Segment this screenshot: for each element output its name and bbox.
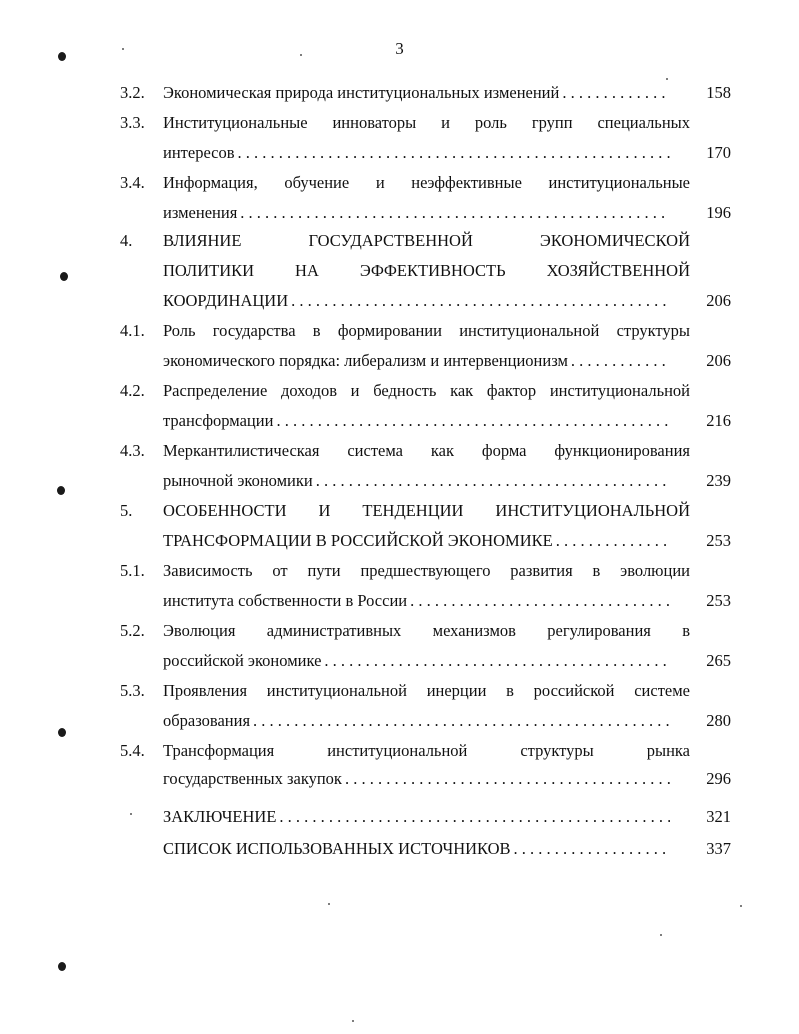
dot-leader bbox=[240, 198, 670, 228]
toc-entry-page-number: 321 bbox=[706, 807, 731, 826]
toc-entry-title-line[interactable] bbox=[163, 286, 690, 316]
toc-entry-title-text: КООРДИНАЦИИ bbox=[163, 291, 289, 310]
toc-entry-page-number: 216 bbox=[706, 411, 731, 430]
dot-leader bbox=[562, 78, 670, 108]
dot-leader bbox=[276, 406, 670, 436]
toc-entry-title-text: Экономическая природа институциональных изменений bbox=[163, 83, 560, 102]
toc-entry-page-number: 253 bbox=[706, 531, 731, 550]
toc-entry-title-line[interactable]: ВЛИЯНИЕ ГОСУДАРСТВЕННОЙ ЭКОНОМИЧЕСКОЙ bbox=[163, 231, 690, 250]
toc-entry-title-line[interactable] bbox=[163, 198, 690, 228]
toc-entry-page-number: 158 bbox=[706, 83, 731, 102]
toc-entry-title-line[interactable] bbox=[163, 526, 690, 556]
toc-entry-title-text: института собственности в России bbox=[163, 591, 408, 610]
toc-entry-title-text: СПИСОК ИСПОЛЬЗОВАННЫХ ИСТОЧНИКОВ bbox=[163, 839, 511, 858]
dot-leader bbox=[410, 586, 670, 616]
toc-entry-title-line[interactable] bbox=[163, 834, 690, 864]
toc-entry-page-number: 206 bbox=[706, 351, 731, 370]
toc-entry-title-line[interactable] bbox=[163, 586, 690, 616]
toc-entry-number: 4.2. bbox=[120, 381, 145, 400]
scan-speck bbox=[130, 813, 132, 815]
binding-hole-mark bbox=[60, 272, 68, 281]
dot-leader bbox=[556, 526, 670, 556]
toc-entry-title-line[interactable]: Роль государства в формировании институциональной структуры bbox=[163, 321, 690, 340]
dot-leader bbox=[279, 802, 670, 832]
scan-speck bbox=[660, 934, 662, 936]
toc-entry-number: 4.3. bbox=[120, 441, 145, 460]
toc-entry-title-line[interactable]: Институциональные инноваторы и роль групп специальных bbox=[163, 113, 690, 132]
toc-entry-number: 5.4. bbox=[120, 741, 145, 760]
toc-entry-number: 4. bbox=[120, 231, 133, 250]
toc-entry-page-number: 337 bbox=[706, 839, 731, 858]
scan-speck bbox=[328, 903, 330, 905]
toc-entry-page-number: 253 bbox=[706, 591, 731, 610]
scan-speck bbox=[300, 54, 302, 56]
toc-entry-title-line[interactable] bbox=[163, 466, 690, 496]
toc-entry-title-line[interactable]: ПОЛИТИКИ НА ЭФФЕКТИВНОСТЬ ХОЗЯЙСТВЕННОЙ bbox=[163, 261, 690, 280]
scan-speck bbox=[352, 1020, 354, 1022]
toc-entry-title-line[interactable]: Распределение доходов и бедность как фактор институциональной bbox=[163, 381, 690, 400]
toc-entry-title-line[interactable] bbox=[163, 706, 690, 736]
toc-entry-title-line[interactable]: Эволюция административных механизмов регулирования в bbox=[163, 621, 690, 640]
toc-entry-number: 3.3. bbox=[120, 113, 145, 132]
toc-entry-title-text: ТРАНСФОРМАЦИИ В РОССИЙСКОЙ ЭКОНОМИКЕ bbox=[163, 531, 553, 550]
toc-entry-title-line[interactable] bbox=[163, 406, 690, 436]
toc-entry-title-text: экономического порядка: либерализм и интервенционизм bbox=[163, 351, 568, 370]
toc-entry-title-line[interactable]: Трансформация институциональной структуры рынка bbox=[163, 741, 690, 760]
toc-entry-number: 3.4. bbox=[120, 173, 145, 192]
toc-entry-page-number: 265 bbox=[706, 651, 731, 670]
toc-entry-title-line[interactable]: Информация, обучение и неэффективные институциональные bbox=[163, 173, 690, 192]
toc-entry-title-line[interactable]: Меркантилистическая система как форма функционирования bbox=[163, 441, 690, 460]
toc-entry-number: 5.3. bbox=[120, 681, 145, 700]
toc-entry-title-text: ЗАКЛЮЧЕНИЕ bbox=[163, 807, 277, 826]
toc-entry-title-line[interactable] bbox=[163, 138, 690, 168]
toc-entry-title-line[interactable] bbox=[163, 646, 690, 676]
scan-speck bbox=[740, 905, 742, 907]
toc-entry-title-text: рыночной экономики bbox=[163, 471, 313, 490]
toc-entry-title-line[interactable]: Проявления институциональной инерции в российской системе bbox=[163, 681, 690, 700]
toc-entry-title-text: изменения bbox=[163, 203, 238, 222]
dot-leader bbox=[514, 834, 670, 864]
toc-entry-title-text: образования bbox=[163, 711, 251, 730]
dot-leader bbox=[345, 764, 670, 794]
toc-entry-title-line[interactable]: Зависимость от пути предшествующего развития в эволюции bbox=[163, 561, 690, 580]
binding-hole-mark bbox=[58, 962, 66, 971]
toc-entry-number: 5.2. bbox=[120, 621, 145, 640]
page-number: 3 bbox=[395, 39, 404, 58]
toc-entry-number: 4.1. bbox=[120, 321, 145, 340]
toc-entry-page-number: 196 bbox=[706, 203, 731, 222]
dot-leader bbox=[324, 646, 670, 676]
toc-entry-title-line[interactable] bbox=[163, 78, 690, 108]
toc-entry-title-text: трансформации bbox=[163, 411, 274, 430]
toc-entry-number: 3.2. bbox=[120, 83, 145, 102]
binding-hole-mark bbox=[57, 486, 65, 495]
binding-hole-mark bbox=[58, 52, 66, 61]
toc-entry-title-text: российской экономике bbox=[163, 651, 322, 670]
toc-entry-title-line[interactable] bbox=[163, 764, 690, 794]
toc-entry-page-number: 170 bbox=[706, 143, 731, 162]
toc-entry-number: 5.1. bbox=[120, 561, 145, 580]
toc-entry-page-number: 280 bbox=[706, 711, 731, 730]
toc-entry-page-number: 206 bbox=[706, 291, 731, 310]
binding-hole-mark bbox=[58, 728, 66, 737]
toc-entry-title-text: интересов bbox=[163, 143, 235, 162]
toc-entry-title-text: государственных закупок bbox=[163, 769, 342, 788]
dot-leader bbox=[253, 706, 670, 736]
toc-entry-title-line[interactable] bbox=[163, 802, 690, 832]
dot-leader bbox=[316, 466, 670, 496]
dot-leader bbox=[238, 138, 670, 168]
dot-leader bbox=[291, 286, 670, 316]
toc-entry-title-line[interactable] bbox=[163, 346, 690, 376]
toc-entry-page-number: 296 bbox=[706, 769, 731, 788]
toc-entry-page-number: 239 bbox=[706, 471, 731, 490]
toc-entry-number: 5. bbox=[120, 501, 133, 520]
dot-leader bbox=[571, 346, 670, 376]
toc-entry-title-line[interactable]: ОСОБЕННОСТИ И ТЕНДЕНЦИИ ИНСТИТУЦИОНАЛЬНОЙ bbox=[163, 501, 690, 520]
scan-speck bbox=[122, 48, 124, 50]
